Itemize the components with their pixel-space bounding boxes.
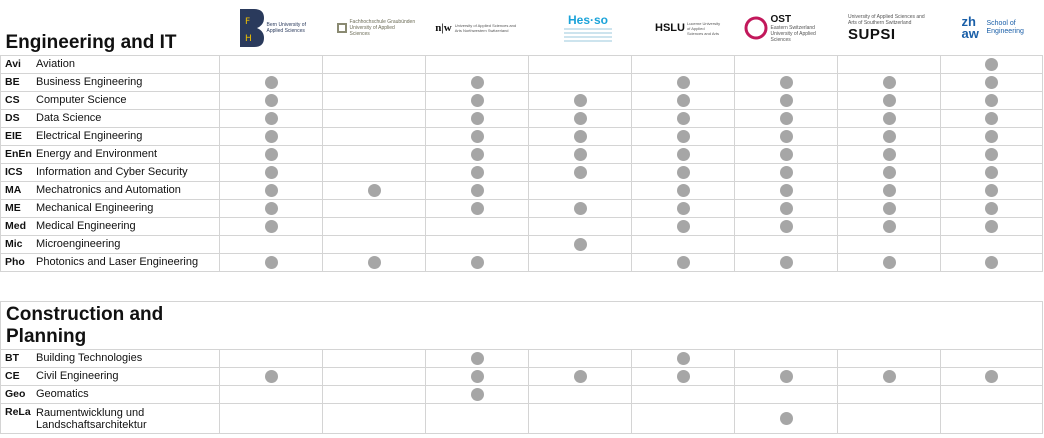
table-row [1,164,1043,182]
offered-dot-icon [883,112,896,125]
offer-cell [632,146,735,164]
offered-dot-icon [883,130,896,143]
offer-cell [838,110,941,128]
offered-dot-icon [471,166,484,179]
offer-cell [735,200,838,218]
offered-dot-icon [574,130,587,143]
svg-text:H: H [244,34,252,44]
offered-dot-icon [780,202,793,215]
offer-cell [220,236,323,254]
table-row [1,236,1043,254]
offer-cell [838,128,941,146]
offer-cell [941,404,1043,434]
bfh-name: Bern University of Applied Sciences [266,22,306,34]
offer-cell [838,218,941,236]
offer-cell [220,110,323,128]
offer-cell [632,92,735,110]
offer-cell [323,200,426,218]
offered-dot-icon [265,130,278,143]
offered-dot-icon [471,352,484,365]
offer-cell [220,92,323,110]
offer-cell [529,386,632,404]
offer-cell [632,404,735,434]
offered-dot-icon [985,76,998,89]
offer-cell [632,254,735,272]
offer-cell [735,164,838,182]
offer-cell [426,92,529,110]
supsi-sub: University of Applied Sciences and Arts of Southern Switzerland [848,13,925,26]
offered-dot-icon [574,202,587,215]
offered-dot-icon [985,184,998,197]
offer-cell [220,164,323,182]
offered-dot-icon [265,256,278,269]
offered-dot-icon [471,148,484,161]
program-label-cell [1,128,220,146]
table-row [1,350,1043,368]
offer-cell [426,164,529,182]
offer-cell [323,236,426,254]
section-title-cell [1,302,220,350]
program-label-cell [1,218,220,236]
program-code: CS [5,94,20,106]
section-header-row [1,302,1043,350]
offered-dot-icon [985,166,998,179]
program-name: Raumentwicklung und Landschaftsarchitektur [36,407,147,431]
offer-cell [838,74,941,92]
offer-cell [632,368,735,386]
offer-cell [529,110,632,128]
offered-dot-icon [574,94,587,107]
offer-cell [632,164,735,182]
offered-dot-icon [883,370,896,383]
offer-cell [220,254,323,272]
offered-dot-icon [677,166,690,179]
offer-cell [941,110,1043,128]
ost-name: OST [770,13,792,25]
offered-dot-icon [780,76,793,89]
program-name: Aviation [36,58,75,70]
offered-dot-icon [780,148,793,161]
program-label-cell [1,110,220,128]
offer-cell [941,386,1043,404]
section-construction-table [0,301,1043,434]
offered-dot-icon [780,220,793,233]
offered-dot-icon [677,112,690,125]
offered-dot-icon [780,94,793,107]
offered-dot-icon [883,202,896,215]
program-code: Mic [5,238,23,250]
program-name: Energy and Environment [36,148,158,160]
offer-cell [941,92,1043,110]
offered-dot-icon [883,220,896,233]
hslu-name: HSLU [655,22,685,34]
offer-cell [323,386,426,404]
offer-cell [632,182,735,200]
offer-cell [323,74,426,92]
offer-cell [941,146,1043,164]
offer-cell [323,404,426,434]
program-code: CE [5,370,20,382]
offer-cell [529,164,632,182]
program-name: Microengineering [36,238,121,250]
table-row [1,92,1043,110]
offered-dot-icon [574,238,587,251]
section-engineering-table [0,8,1043,272]
offer-cell [838,386,941,404]
section-0-body [1,8,1043,272]
program-name: Data Science [36,112,102,124]
offered-dot-icon [677,352,690,365]
offered-dot-icon [265,112,278,125]
offer-cell [220,182,323,200]
offered-dot-icon [677,130,690,143]
zhaw-sub: School of Engineering [986,20,1024,35]
offered-dot-icon [265,184,278,197]
offer-cell [941,164,1043,182]
offered-dot-icon [471,256,484,269]
offered-dot-icon [677,220,690,233]
offered-dot-icon [780,130,793,143]
svg-text:F: F [244,17,250,27]
offer-cell [735,254,838,272]
offered-dot-icon [883,94,896,107]
offer-cell [529,56,632,74]
program-label-cell [1,56,220,74]
program-label-cell [1,164,220,182]
program-name: Electrical Engineering [36,130,143,142]
offer-cell [426,218,529,236]
program-label-cell [1,254,220,272]
fhnw-name: University of Applied Sciences and Arts Northwestern Switzerland [454,23,517,33]
program-code: Med [5,220,26,232]
ost-sub: Eastern Switzerland University of Applied Sciences [770,24,816,43]
offer-cell [735,128,838,146]
zhaw-name: zh aw [961,14,979,41]
offer-cell [426,74,529,92]
offer-cell [529,200,632,218]
offer-cell [632,74,735,92]
program-label-cell [1,74,220,92]
offer-cell [323,128,426,146]
offer-cell [426,182,529,200]
offered-dot-icon [780,370,793,383]
offered-dot-icon [265,148,278,161]
offer-cell [632,110,735,128]
table-row [1,200,1043,218]
offer-cell [941,254,1043,272]
offered-dot-icon [883,184,896,197]
offer-cell [838,254,941,272]
offered-dot-icon [677,202,690,215]
offer-cell [323,146,426,164]
offer-cell [941,128,1043,146]
offered-dot-icon [368,184,381,197]
offered-dot-icon [780,112,793,125]
table-row [1,182,1043,200]
offer-cell [838,146,941,164]
offered-dot-icon [985,112,998,125]
offer-cell [735,74,838,92]
offered-dot-icon [677,94,690,107]
offer-cell [735,110,838,128]
offered-dot-icon [265,76,278,89]
offer-cell [941,74,1043,92]
offered-dot-icon [985,148,998,161]
program-label-cell [1,200,220,218]
offer-cell [220,56,323,74]
program-label-cell [1,404,220,434]
offer-cell [529,146,632,164]
section-1-body [1,302,1043,434]
offer-cell [426,254,529,272]
offered-dot-icon [985,130,998,143]
program-name: Mechanical Engineering [36,202,154,214]
offer-cell [838,404,941,434]
program-name: Mechatronics and Automation [36,184,181,196]
supsi-name: SUPSI [848,25,896,43]
offer-cell [735,218,838,236]
offer-cell [529,92,632,110]
fhgr-name: Fachhochschule Graubünden University of Applied Sciences [349,19,416,37]
offer-cell [632,56,735,74]
offer-cell [838,350,941,368]
offered-dot-icon [677,256,690,269]
offered-dot-icon [780,166,793,179]
fhnw-mark: n|w [435,22,452,34]
offered-dot-icon [985,370,998,383]
offered-dot-icon [574,166,587,179]
offered-dot-icon [265,202,278,215]
offered-dot-icon [368,256,381,269]
offered-dot-icon [265,166,278,179]
offer-cell [220,200,323,218]
offer-cell [323,182,426,200]
offer-cell [426,110,529,128]
offered-dot-icon [677,184,690,197]
offered-dot-icon [471,388,484,401]
offered-dot-icon [471,370,484,383]
offered-dot-icon [780,184,793,197]
offer-cell [426,404,529,434]
offer-cell [323,110,426,128]
program-name: Photonics and Laser Engineering [36,256,199,268]
offer-cell [838,236,941,254]
program-label-cell [1,92,220,110]
offered-dot-icon [883,256,896,269]
offered-dot-icon [883,166,896,179]
offered-dot-icon [780,412,793,425]
program-name: Medical Engineering [36,220,136,232]
offer-cell [426,200,529,218]
offer-cell [838,200,941,218]
offered-dot-icon [471,112,484,125]
offer-cell [323,92,426,110]
section-header-row [1,8,1043,56]
hslu-sub: Lucerne University of Applied Sciences and Arts [686,20,721,36]
offered-dot-icon [574,148,587,161]
table-row [1,56,1043,74]
offer-cell [941,350,1043,368]
offer-cell [323,164,426,182]
offer-cell [838,92,941,110]
program-label-cell [1,350,220,368]
offer-cell [426,146,529,164]
offer-cell [426,350,529,368]
program-name: Computer Science [36,94,127,106]
offer-cell [220,128,323,146]
offer-cell [838,182,941,200]
offered-dot-icon [471,94,484,107]
offer-cell [941,182,1043,200]
offered-dot-icon [574,112,587,125]
offer-cell [632,218,735,236]
table-row [1,110,1043,128]
offered-dot-icon [985,256,998,269]
table-row [1,218,1043,236]
program-name: Civil Engineering [36,370,119,382]
table-row [1,404,1043,434]
program-code: ME [5,202,21,214]
offer-cell [323,350,426,368]
program-label-cell [1,386,220,404]
program-code: EnEn [5,148,32,160]
program-label-cell [1,146,220,164]
offered-dot-icon [265,220,278,233]
offer-cell [632,200,735,218]
offer-cell [426,128,529,146]
offer-cell [529,74,632,92]
offered-dot-icon [883,76,896,89]
offer-cell [220,386,323,404]
program-code: EIE [5,130,22,142]
section-title: Engineering and IT [5,32,177,53]
offer-cell [529,182,632,200]
offer-cell [323,218,426,236]
offer-cell [529,128,632,146]
offer-cell [529,218,632,236]
offered-dot-icon [985,58,998,71]
offer-cell [323,56,426,74]
offer-cell [426,56,529,74]
offer-cell [735,182,838,200]
program-label-cell [1,368,220,386]
program-code: ReLa [5,406,31,418]
offered-dot-icon [677,76,690,89]
offered-dot-icon [985,202,998,215]
offer-cell [838,164,941,182]
offered-dot-icon [574,370,587,383]
program-code: ICS [5,166,23,178]
offered-dot-icon [677,370,690,383]
offer-cell [220,74,323,92]
offer-cell [735,368,838,386]
offer-cell [941,368,1043,386]
offer-cell [735,404,838,434]
offer-cell [323,254,426,272]
offer-cell [529,254,632,272]
program-code: BT [5,352,19,364]
offer-cell [941,218,1043,236]
offer-cell [426,236,529,254]
offer-cell [735,236,838,254]
offer-cell [632,386,735,404]
offer-cell [632,236,735,254]
offered-dot-icon [471,130,484,143]
offered-dot-icon [883,148,896,161]
offer-cell [529,350,632,368]
offer-cell [941,236,1043,254]
offer-cell [220,218,323,236]
program-code: DS [5,112,20,124]
program-code: Geo [5,388,26,400]
offered-dot-icon [265,94,278,107]
offer-cell [529,368,632,386]
offered-dot-icon [471,184,484,197]
program-code: MA [5,184,22,196]
table-row [1,386,1043,404]
program-code: Avi [5,58,21,70]
offered-dot-icon [677,148,690,161]
offered-dot-icon [985,220,998,233]
offer-cell [941,200,1043,218]
offer-cell [735,92,838,110]
section-title: Construction and Planning [6,304,164,347]
offer-cell [632,128,735,146]
table-row [1,254,1043,272]
offer-cell [735,386,838,404]
offer-cell [735,350,838,368]
offer-cell [941,56,1043,74]
table-row [1,128,1043,146]
program-name: Information and Cyber Security [36,166,188,178]
offer-cell [220,350,323,368]
hesso-name: Hes·so [567,13,608,27]
table-row [1,368,1043,386]
offer-cell [838,368,941,386]
offer-cell [735,146,838,164]
offer-cell [220,404,323,434]
offer-cell [426,368,529,386]
program-label-cell [1,182,220,200]
offer-cell [529,236,632,254]
offered-dot-icon [471,76,484,89]
program-name: Building Technologies [36,352,143,364]
program-name: Business Engineering [36,76,143,88]
offer-cell [735,56,838,74]
offer-cell [426,386,529,404]
program-label-cell [1,236,220,254]
offer-cell [529,404,632,434]
offer-cell [220,368,323,386]
offered-dot-icon [471,202,484,215]
offered-dot-icon [780,256,793,269]
program-code: BE [5,76,20,88]
offer-cell [632,350,735,368]
offer-cell [220,146,323,164]
offer-cell [323,368,426,386]
offered-dot-icon [265,370,278,383]
table-row [1,146,1043,164]
section-title-cell [1,8,220,56]
offered-dot-icon [985,94,998,107]
program-name: Geomatics [36,388,89,400]
table-row [1,74,1043,92]
offer-cell [838,56,941,74]
program-code: Pho [5,256,25,268]
